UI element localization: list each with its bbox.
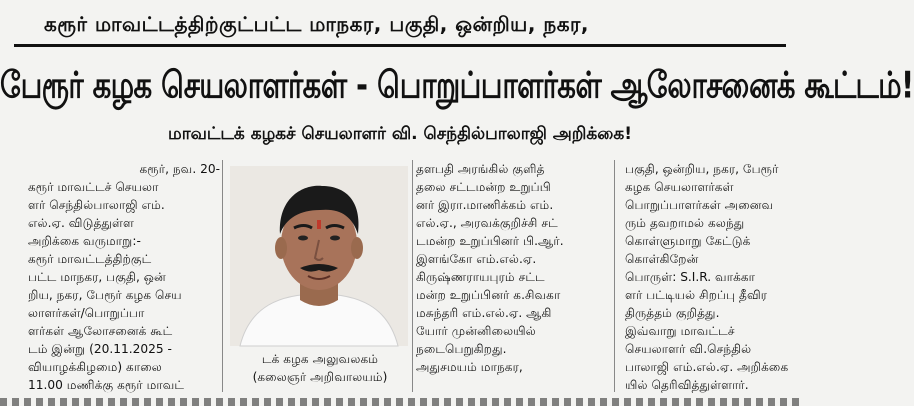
body-line: பொருள்: S.I.R. வாக்கா [625,270,756,284]
photo-caption [232,350,408,392]
body-line: பாலாஜி எம்.எல்.ஏ. அறிக்கை [625,360,789,374]
body-line: வியாழக்கிழமை) காலை [28,360,162,374]
subheadline: மாவட்டக் கழகச் செயலாளர் வி. செந்தில்பாலாஜி அறிக்கை! [168,124,632,144]
body-line: அதுசமயம் மாநகர, [416,360,523,374]
body-line: கரூர் மாவட்டத்திற்குட் [28,252,152,266]
body-line: தளபதி அரங்கில் குளித் [416,162,545,176]
body-line: எல்.ஏ., அரவக்குறிச்சி சட் [416,216,558,230]
portrait-photo [230,166,408,346]
portrait-illustration [230,166,408,346]
body-line: செயலாளர் வி.செந்தில் [625,342,752,356]
body-line: பொறுப்பாளர்கள் அனைவ [625,198,774,212]
article-column-3 [416,160,608,392]
body-line: டம் இன்று (20.11.2025 - [28,342,172,356]
body-line: ளர் பட்டியல் சிறப்பு தீவிர [625,288,768,302]
article-column-1 [28,160,220,392]
column-divider [614,160,615,392]
caption-line: (கலைஞர் அறிவாலயம்) [252,370,388,384]
kicker-line: கரூர் மாவட்டத்திற்குட்பட்ட மாநகர, பகுதி, ஒன்றிய, நகர, [44,12,589,36]
body-line: பகுதி, ஒன்றிய, நகர, பேரூர் [625,162,779,176]
body-line: ரும் தவறாமல் கலந்து [625,216,745,230]
body-line: திருத்தம் குறித்து. [625,306,720,320]
body-line: லாளர்கள்/பொறுப்பா [28,306,145,320]
body-line: மன்ற உறுப்பினர் க.சிவகா [416,288,561,302]
body-line: இவ்வாறு மாவட்டச் [625,324,735,338]
body-line: 11.00 மணிக்கு கரூர் மாவட் [28,378,185,392]
body-line: யோர் முன்னிலையில் [416,324,536,338]
body-line: கொள்ளுமாறு கேட்டுக் [625,234,751,248]
body-line: கரூர் மாவட்டச் செயலா [28,180,159,194]
body-line: ளர்கள் ஆலோசனைக் கூட் [28,324,173,338]
dateline: கரூர், நவ. 20- [139,162,220,176]
column-divider [412,160,413,392]
body-line: றிய, நகர, பேரூர் கழக செய [28,288,182,302]
body-line: னர் இரா.மாணிக்கம் எம். [416,198,554,212]
body-line: இளங்கோ எம்.எல்.ஏ. [416,252,537,266]
body-line: கிருஷ்ணராயபுரம் சட்ட [416,270,545,284]
body-line: யில் தெரிவித்துள்ளார். [625,378,749,392]
body-line: கழக செயலாளர்கள் [625,180,734,194]
body-line: தலை சட்டமன்ற உறுப்பி [416,180,551,194]
body-line: பட்ட மாநகர, பகுதி, ஒன் [28,270,166,284]
column-divider [222,160,223,392]
next-article-cut-off [0,398,800,406]
body-line: எல்.ஏ. விடுத்துள்ள [28,216,134,230]
article-column-4 [625,160,789,392]
body-line: அறிக்கை வருமாறு:- [28,234,141,248]
body-line: ளர் செந்தில்பாலாஜி எம். [28,198,165,212]
headline: பேரூர் கழக செயலாளர்கள் - பொறுப்பாளர்கள் ஆலோசனைக் கூட்டம்! [0,63,914,107]
caption-line: டக் கழக அலுவலகம் [261,352,379,366]
body-line: கொள்கிறேன் [625,252,699,266]
body-line: நடைபெறுகிறது. [416,342,507,356]
body-line: டமன்ற உறுப்பினர் பி.ஆர். [416,234,564,248]
body-line: மசுந்தரி எம்.எல்.ஏ. ஆகி [416,306,552,320]
